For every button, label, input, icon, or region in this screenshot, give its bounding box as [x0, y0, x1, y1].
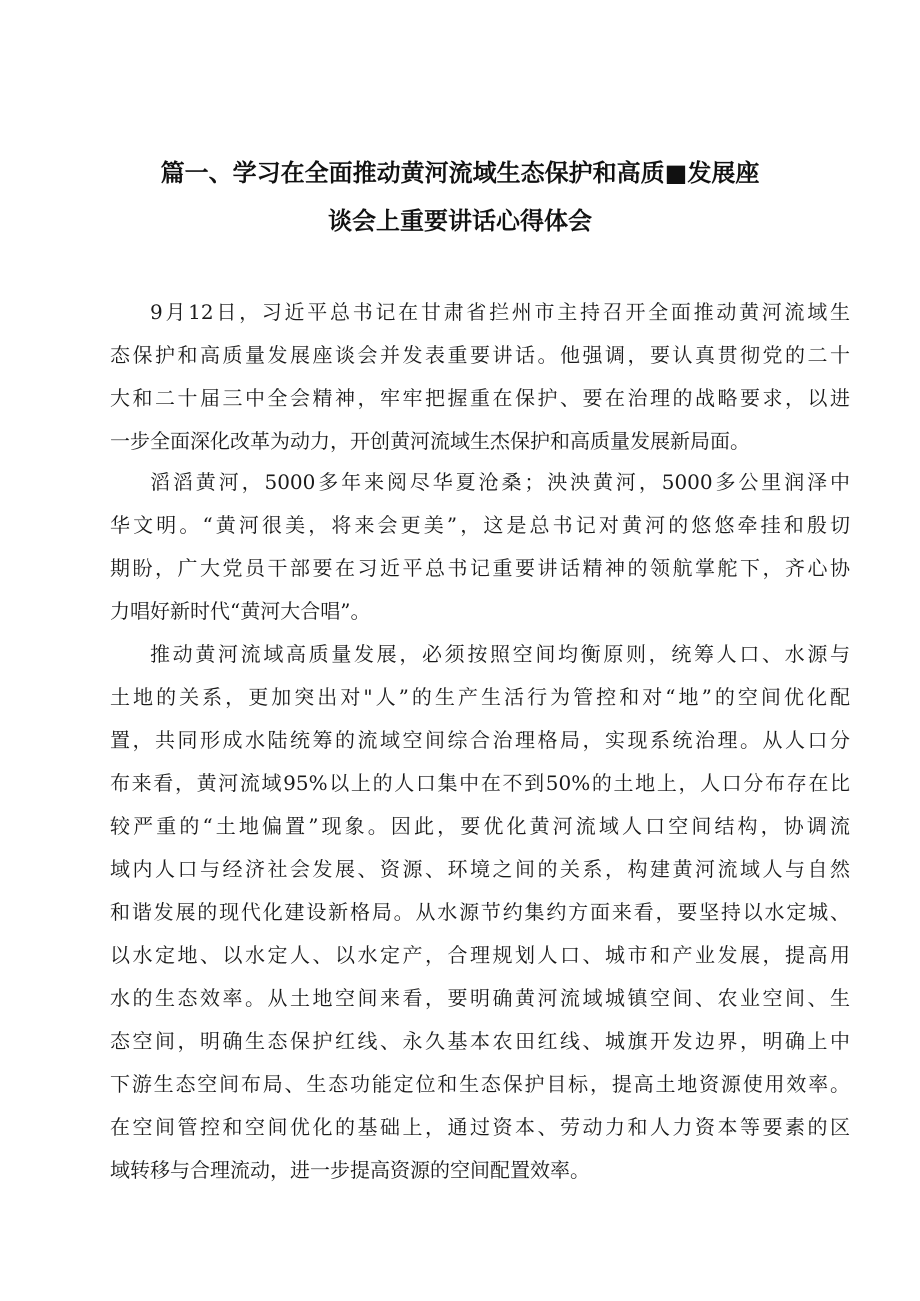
paragraph-line: 置，共同形成水陆统筹的流域空间综合治理格局，实现系统治理。从人口分	[110, 728, 850, 752]
paragraph-line: 域转移与合理流动，进一步提高资源的空间配置效率。	[110, 1158, 590, 1182]
paragraph-line: 大和二十届三中全会精神，牢牢把握重在保护、要在治理的战略要求，以进	[110, 386, 850, 410]
document-title-line-1: 篇一、学习在全面推动黄河流域生态保护和高质■发展座	[160, 159, 760, 187]
paragraph-2	[110, 461, 850, 633]
paragraph-line: 域内人口与经济社会发展、资源、环境之间的关系，构建黄河流域人与自然	[110, 857, 850, 881]
paragraph-line: 态空间，明确生态保护红线、永久基本农田红线、城旗开发边界，明确上中	[110, 1029, 850, 1053]
paragraph-line: 力唱好新时代“黄河大合唱”。	[110, 599, 371, 623]
paragraph-1	[110, 291, 850, 463]
paragraph-line: 和谐发展的现代化建设新格局。从水源节约集约方面来看，要坚持以水定城、	[110, 900, 850, 924]
document-title-line-2: 谈会上重要讲话心得体会	[328, 207, 592, 235]
paragraph-line: 华文明。“黄河很美，将来会更美”，这是总书记对黄河的悠悠牵挂和殷切	[110, 513, 850, 537]
paragraph-line: 以水定地、以水定人、以水定产，合理规划人口、城市和产业发展，提高用	[110, 943, 850, 967]
paragraph-line: 下游生态空间布局、生态功能定位和生态保护目标，提高土地资源使用效率。	[110, 1072, 850, 1096]
paragraph-line: 土地的关系，更加突出对"人”的生产生活行为管控和对“地”的空间优化配	[110, 685, 850, 709]
paragraph-line: 布来看，黄河流域95%以上的人口集中在不到50%的土地上，人口分布存在比	[110, 771, 850, 795]
paragraph-line: 期盼，广大党员干部要在习近平总书记重要讲话精神的领航掌舵下，齐心协	[110, 556, 850, 580]
paragraph-line: 推动黄河流域高质量发展，必须按照空间均衡原则，统筹人口、水源与	[150, 642, 850, 666]
paragraph-3	[110, 633, 850, 1192]
paragraph-line: 9月12日，习近平总书记在甘肃省拦州市主持召开全面推动黄河流域生	[150, 300, 850, 324]
paragraph-line: 态保护和高质量发展座谈会并发表重要讲话。他强调，要认真贯彻党的二十	[110, 343, 850, 367]
paragraph-line: 水的生态效率。从土地空间来看，要明确黄河流域城镇空间、农业空间、生	[110, 986, 850, 1010]
paragraph-line: 滔滔黄河，5000多年来阅尽华夏沧桑；泱泱黄河，5000多公里润泽中	[150, 470, 850, 494]
paragraph-line: 一步全面深化改革为动力，开创黄河流域生杰保护和高质量发展新局面。	[110, 429, 750, 453]
paragraph-line: 在空间管控和空间优化的基础上，通过资本、劳动力和人力资本等要素的区	[110, 1115, 850, 1139]
paragraph-line: 较严重的“土地偏置”现象。因此，要优化黄河流域人口空间结构，协调流	[110, 814, 850, 838]
